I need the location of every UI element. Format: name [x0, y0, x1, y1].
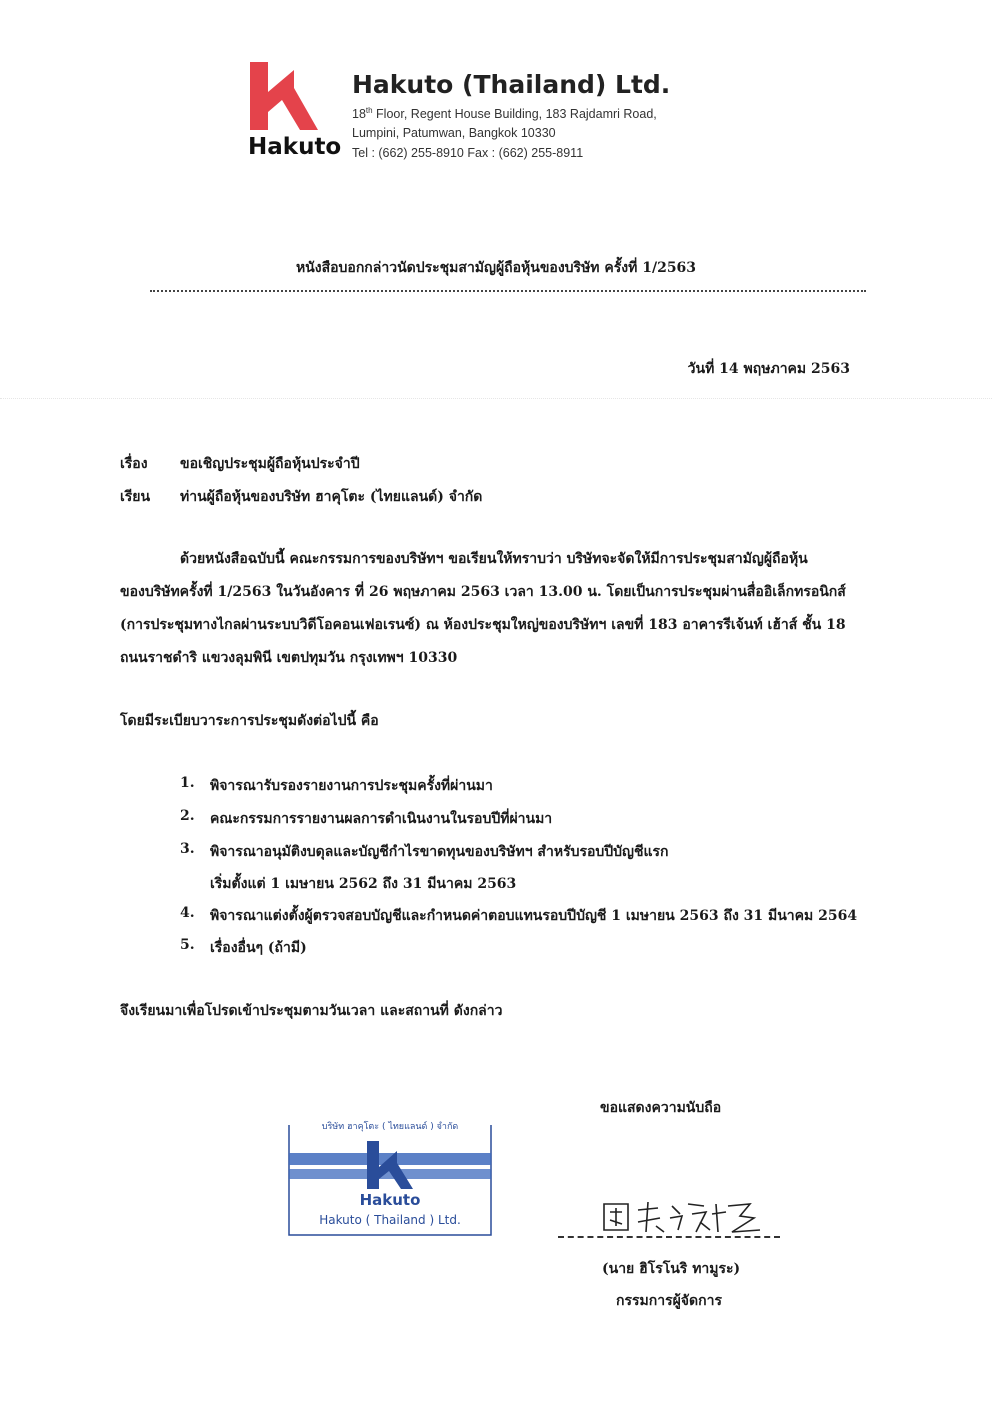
agenda-item: พิจารณารับรองรายงานการประชุมครั้งที่ผ่านมา: [210, 778, 493, 794]
company-stamp: [287, 1117, 493, 1237]
signatory-title: กรรมการผู้จัดการ: [616, 1293, 722, 1309]
handwritten-signature-icon: [600, 1196, 770, 1236]
agenda-number: 4.: [180, 905, 195, 921]
to-text: ท่านผู้ถือหุ้นของบริษัท ฮาคุโตะ (ไทยแลนด์) จำกัด: [180, 489, 483, 505]
agenda-item-continuation: เริ่มตั้งแต่ 1 เมษายน 2562 ถึง 31 มีนาคม 2563: [210, 876, 517, 892]
to-label: เรียน: [120, 489, 151, 505]
closing-sentence: จึงเรียนมาเพื่อโปรดเข้าประชุมตามวันเวลา และสถานที่ ดังกล่าว: [120, 1003, 503, 1019]
document-date: วันที่ 14 พฤษภาคม 2563: [687, 361, 850, 377]
agenda-intro: โดยมีระเบียบวาระการประชุมดังต่อไปนี้ คือ: [120, 713, 379, 729]
dotted-divider: [150, 290, 866, 292]
faint-divider: [0, 398, 992, 399]
contact-line: Tel : (662) 255-8910 Fax : (662) 255-8911: [352, 146, 584, 160]
agenda-item: พิจารณาแต่งตั้งผู้ตรวจสอบบัญชีและกำหนดค่าตอบแทนรอบปีบัญชี 1 เมษายน 2563 ถึง 31 มีนาคม 2564: [210, 908, 858, 924]
signature-line: [558, 1236, 780, 1238]
subject-text: ขอเชิญประชุมผู้ถือหุ้นประจำปี: [180, 456, 360, 472]
hakuto-logo-mark-icon: [248, 62, 320, 132]
agenda-item: เรื่องอื่นๆ (ถ้ามี): [210, 940, 307, 956]
agenda-number: 3.: [180, 841, 195, 857]
signatory-name: (นาย ฮิโรโนริ ทามูระ): [602, 1261, 741, 1277]
stamp-english-name: Hakuto ( Thailand ) Ltd.: [319, 1213, 461, 1227]
regards-text: ขอแสดงความนับถือ: [600, 1100, 722, 1116]
body-line-4: ถนนราชดำริ แขวงลุมพินี เขตปทุมวัน กรุงเทพฯ 10330: [120, 650, 458, 666]
body-line-1: ด้วยหนังสือฉบับนี้ คณะกรรมการของบริษัทฯ ขอเรียนให้ทราบว่า บริษัทจะจัดให้มีการประชุมสามัญผู้ถือหุ้น: [180, 551, 808, 567]
agenda-item: พิจารณาอนุมัติงบดุลและบัญชีกำไรขาดทุนของบริษัทฯ สำหรับรอบปีบัญชีแรก: [210, 844, 669, 860]
logo-wordmark: Hakuto: [248, 134, 342, 160]
agenda-number: 1.: [180, 775, 195, 791]
agenda-number: 5.: [180, 937, 195, 953]
document-title: หนังสือบอกกล่าวนัดประชุมสามัญผู้ถือหุ้นของบริษัท ครั้งที่ 1/2563: [295, 260, 697, 276]
body-line-3: (การประชุมทางไกลผ่านระบบวิดีโอคอนเฟอเรนซ์) ณ ห้องประชุมใหญ่ของบริษัทฯ เลขที่ 183 อาคารรีเจ้นท์ เฮ้าส์ ชั้น 18: [120, 617, 846, 633]
address-line-2: Lumpini, Patumwan, Bangkok 10330: [352, 126, 556, 140]
address-line-1: 18th Floor, Regent House Building, 183 Rajdamri Road,: [352, 106, 657, 122]
stamp-thai-name: บริษัท ฮาคุโตะ ( ไทยแลนด์ ) จำกัด: [321, 1122, 459, 1132]
agenda-number: 2.: [180, 808, 195, 824]
agenda-item: คณะกรรมการรายงานผลการดำเนินงานในรอบปีที่ผ่านมา: [210, 811, 553, 827]
stamp-wordmark: Hakuto: [359, 1191, 421, 1209]
subject-label: เรื่อง: [120, 456, 148, 472]
company-name: Hakuto (Thailand) Ltd.: [352, 70, 671, 99]
body-line-2: ของบริษัทครั้งที่ 1/2563 ในวันอังคาร ที่ 26 พฤษภาคม 2563 เวลา 13.00 น. โดยเป็นการประชุมผ่านสื่ออิเล็กทรอนิกส์: [120, 584, 846, 600]
